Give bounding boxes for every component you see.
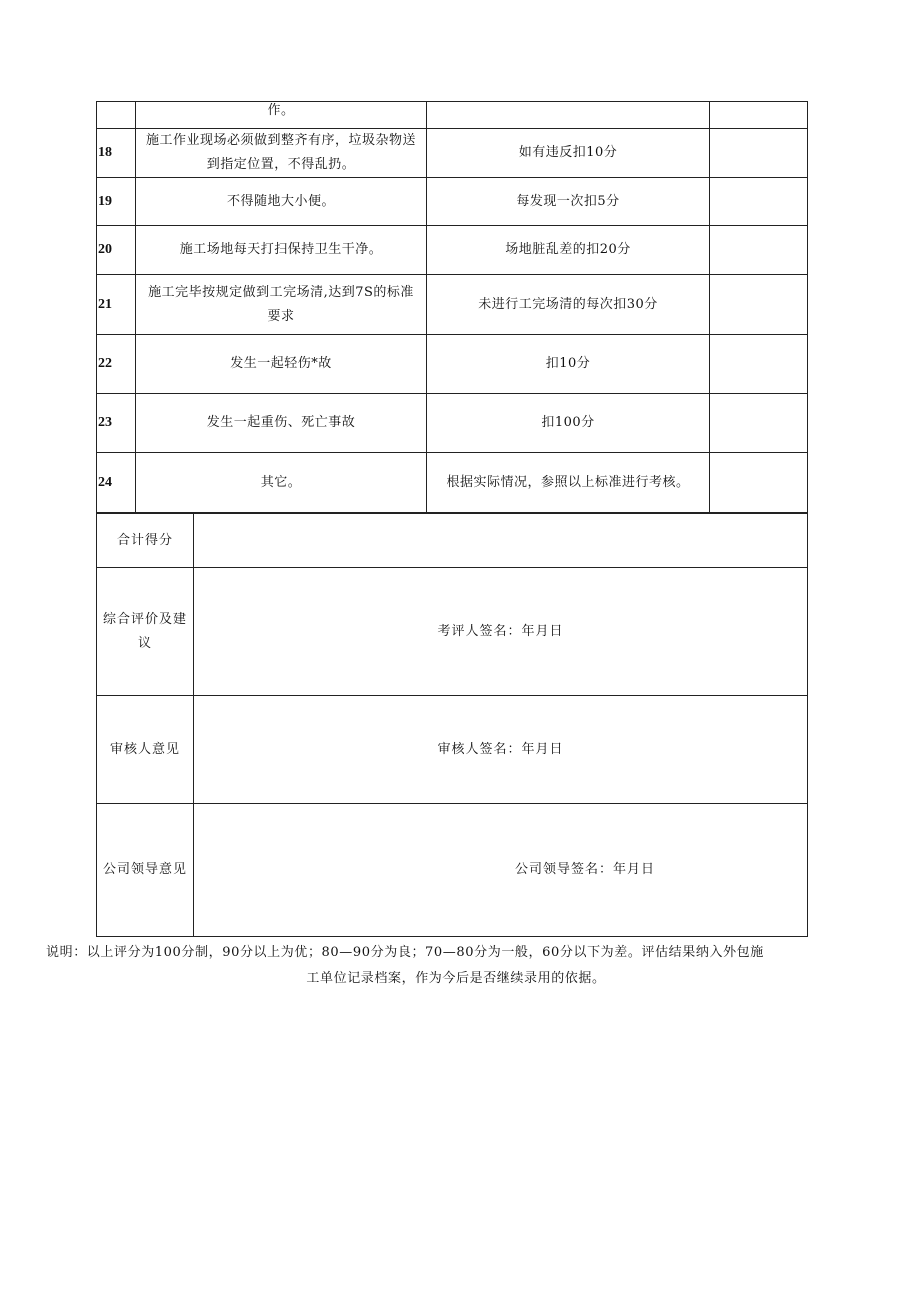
requirement-text: 发生一起轻伤*故 — [136, 335, 427, 394]
deduction-rule: 扣100分 — [427, 394, 710, 453]
item-number: 23 — [97, 394, 136, 453]
review-label: 审核人意见 — [97, 696, 194, 804]
score-cell — [710, 129, 808, 178]
item-number — [97, 102, 136, 129]
requirement-text: 不得随地大小便。 — [136, 178, 427, 226]
score-cell — [710, 335, 808, 394]
score-cell — [710, 178, 808, 226]
table-row — [97, 453, 808, 513]
requirement-text: 作。 — [136, 102, 427, 129]
table-row — [97, 129, 808, 178]
item-number: 20 — [97, 226, 136, 275]
reviewer-signature: 审核人签名：年月日 — [194, 696, 808, 804]
deduction-rule: 扣10分 — [427, 335, 710, 394]
item-number: 24 — [97, 453, 136, 513]
item-number: 19 — [97, 178, 136, 226]
total-score-value — [194, 514, 808, 568]
leader-label: 公司领导意见 — [97, 804, 194, 937]
assessment-table — [96, 101, 808, 513]
leader-signature: 公司领导签名：年月日 — [194, 804, 808, 937]
score-cell — [710, 226, 808, 275]
assessment-table-body — [97, 102, 808, 513]
total-score-row — [97, 514, 808, 568]
requirement-text: 发生一起重伤、死亡事故 — [136, 394, 427, 453]
requirement-text: 施工完毕按规定做到工完场清,达到7S的标准要求 — [136, 275, 427, 335]
deduction-rule: 每发现一次扣5分 — [427, 178, 710, 226]
requirement-text: 其它。 — [136, 453, 427, 513]
item-number: 18 — [97, 129, 136, 178]
signature-table — [96, 513, 808, 937]
evaluation-row — [97, 568, 808, 696]
item-number: 22 — [97, 335, 136, 394]
review-row — [97, 696, 808, 804]
table-row — [97, 335, 808, 394]
table-row — [97, 226, 808, 275]
explanation-note — [46, 940, 866, 992]
table-row — [97, 275, 808, 335]
deduction-rule: 如有违反扣10分 — [427, 129, 710, 178]
deduction-rule: 根据实际情况，参照以上标准进行考核。 — [427, 453, 710, 513]
total-score-label: 合计得分 — [97, 514, 194, 568]
leader-row — [97, 804, 808, 937]
score-cell — [710, 102, 808, 129]
requirement-text: 施工作业现场必须做到整齐有序，垃圾杂物送到指定位置，不得乱扔。 — [136, 129, 427, 178]
score-cell — [710, 453, 808, 513]
table-row — [97, 178, 808, 226]
evaluation-label: 综合评价及建议 — [97, 568, 194, 696]
note-line-2: 工单位记录档案，作为今后是否继续录用的依据。 — [306, 971, 606, 986]
score-cell — [710, 275, 808, 335]
table-row — [97, 394, 808, 453]
deduction-rule: 未进行工完场清的每次扣30分 — [427, 275, 710, 335]
deduction-rule: 场地脏乱差的扣20分 — [427, 226, 710, 275]
deduction-rule — [427, 102, 710, 129]
note-line-1: 说明：以上评分为100分制，90分以上为优；80—90分为良；70—80分为一般，60分以下为差。评估结果纳入外包施 — [46, 945, 764, 960]
requirement-text: 施工场地每天打扫保持卫生干净。 — [136, 226, 427, 275]
item-number: 21 — [97, 275, 136, 335]
evaluator-signature: 考评人签名：年月日 — [194, 568, 808, 696]
score-cell — [710, 394, 808, 453]
table-row — [97, 102, 808, 129]
